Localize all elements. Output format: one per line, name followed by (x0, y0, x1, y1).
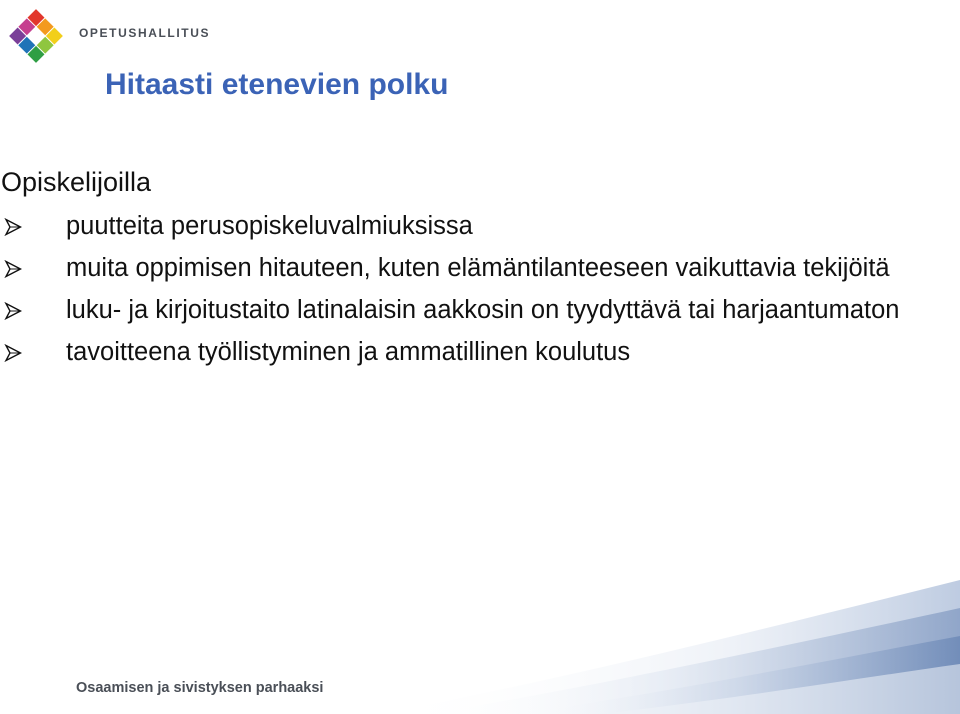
list-item (0, 334, 900, 370)
brand-name: OPETUSHALLITUS (79, 26, 211, 40)
arrowhead-bullet-icon (4, 260, 22, 278)
bullet-text: muita oppimisen hitauteen, kuten elämäntilanteeseen vaikuttavia tekijöitä (66, 254, 890, 282)
arrowhead-bullet-icon (4, 344, 22, 362)
footer-slogan: Osaamisen ja sivistyksen parhaaksi (76, 680, 324, 696)
list-item (0, 208, 900, 244)
diamond-mosaic-logo-icon (7, 7, 65, 65)
opetushallitus-logo (7, 7, 211, 65)
bullet-list (0, 208, 900, 370)
bullet-text: luku- ja kirjoitustaito latinalaisin aakkosin on tyydyttävä tai harjaantumaton (66, 296, 900, 324)
arrowhead-bullet-icon (4, 218, 22, 236)
arrowhead-bullet-icon (4, 302, 22, 320)
slide-intro: Opiskelijoilla (1, 167, 152, 197)
bullet-text: puutteita perusopiskeluvalmiuksissa (66, 212, 473, 240)
bullet-text: tavoitteena työllistyminen ja ammatillinen koulutus (66, 338, 631, 366)
list-item (0, 250, 900, 286)
list-item (0, 292, 900, 328)
slide-title: Hitaasti etenevien polku (105, 68, 449, 101)
